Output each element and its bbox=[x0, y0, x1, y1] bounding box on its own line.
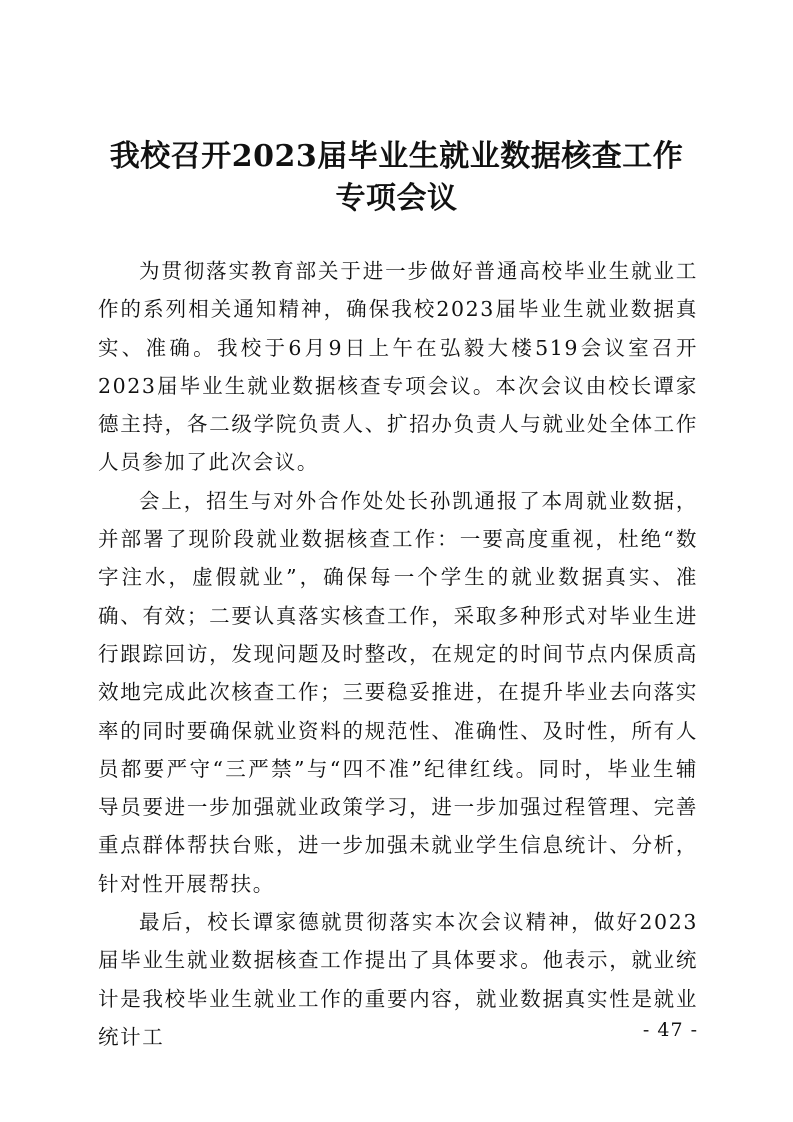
document-body bbox=[98, 252, 698, 1056]
paragraph-1: 为贯彻落实教育部关于进一步做好普通高校毕业生就业工作的系列相关通知精神，确保我校2023届毕业生就业数据真实、准确。我校于6月9日上午在弘毅大楼519会议室召开2023届毕业生就业数据核查专项会议。本次会议由校长谭家德主持，各二级学院负责人、扩招办负责人与就业处全体工作人员参加了此次会议。 bbox=[98, 259, 698, 475]
paragraph-2: 会上，招生与对外合作处处长孙凯通报了本周就业数据，并部署了现阶段就业数据核查工作：一要高度重视，杜绝“数字注水，虚假就业”，确保每一个学生的就业数据真实、准确、有效；二要认真落实核查工作，采取多种形式对毕业生进行跟踪回访，发现问题及时整改，在规定的时间节点内保质高效地完成此次核查工作；三要稳妥推进，在提升毕业去向落实率的同时要确保就业资料的规范性、准确性、及时性，所有人员都要严守“三严禁”与“四不准”纪律红线。同时，毕业生辅导员要进一步加强就业政策学习，进一步加强过程管理、完善重点群体帮扶台账，进一步加强未就业学生信息统计、分析，针对性开展帮扶。 bbox=[98, 488, 698, 896]
page-number: - 47 - bbox=[642, 1019, 698, 1041]
paragraph-3: 最后，校长谭家德就贯彻落实本次会议精神，做好2023届毕业生就业数据核查工作提出了具体要求。他表示，就业统计是我校毕业生就业工作的重要内容，就业数据真实性是就业统计工 bbox=[98, 910, 698, 1049]
document-title-line-2: 专项会议 bbox=[335, 181, 458, 216]
document-title-line-1: 我校召开2023届毕业生就业数据核查工作 bbox=[109, 139, 684, 174]
